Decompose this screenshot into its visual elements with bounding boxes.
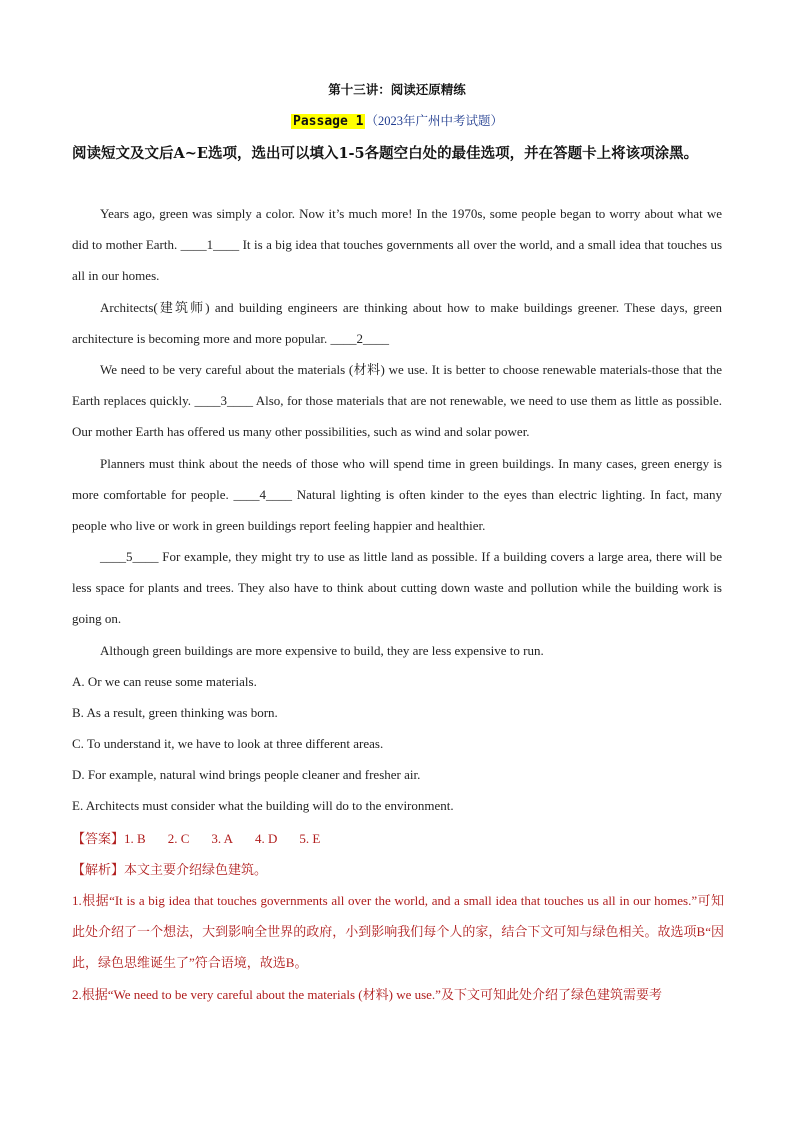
paragraph-4: Planners must think about the needs of those who will spend time in green buildings. In many cases, green energy is more comfortable for people. ____4____ Natural lighting is often kinder to the eyes than electric lighting. In fact, many people who live or work in green buildings report feeling happier and healthier. <box>72 456 722 533</box>
option-a: A. Or we can reuse some materials. <box>72 674 257 689</box>
answer-item: 4. D <box>255 831 278 846</box>
option-e: E. Architects must consider what the building will do to the environment. <box>72 798 454 813</box>
answer-label: 【答案】 <box>72 831 125 846</box>
option-b: B. As a result, green thinking was born. <box>72 705 278 720</box>
answer-item: 1. B <box>124 831 146 846</box>
passage-label: Passage 1 <box>293 114 364 129</box>
paragraph-2: Architects(建筑师) and building engineers are thinking about how to make buildings greener. These days, green architecture is becoming more and more popular. ____2____ <box>72 300 722 346</box>
passage-heading <box>0 111 794 129</box>
passage-source: （2023年广州中考试题） <box>365 114 503 128</box>
analysis-label: 【解析】 <box>72 863 125 878</box>
answer-item: 2. C <box>167 831 190 846</box>
paragraph-3: We need to be very careful about the materials (材料) we use. It is better to choose renewable materials-those that the Earth replaces quickly. ____3____ Also, for those materials that are not renewable, we need to use them as little as possible. Our mother Earth has offered us many other possibilities, such as wind and solar power. <box>72 362 722 439</box>
analysis-point-1: 1.根据“It is a big idea that touches governments all over the world, and a small idea that touches us all in our homes.”可知此处介绍了一个想法，大到影响全世界的政府，小到影响我们每个人的家，结合下文可知与绿色相关。故选项B“因此，绿色思维诞生了”符合语境，故选B。 <box>72 893 724 970</box>
analysis-point-2: 2.根据“We need to be very careful about the materials (材料) we use.”及下文可知此处介绍了绿色建筑需要考 <box>72 987 662 1002</box>
paragraph-1: Years ago, green was simply a color. Now it’s much more! In the 1970s, some people began to worry about what we did to mother Earth. ____1____ It is a big idea that touches governments all over the world, and a small idea that touches us all in our homes. <box>72 206 722 283</box>
answer-item: 5. E <box>299 831 321 846</box>
option-d: D. For example, natural wind brings people cleaner and fresher air. <box>72 767 421 782</box>
paragraph-5: ____5____ For example, they might try to use as little land as possible. If a building covers a large area, there will be less space for plants and trees. They also have to think about cutting down waste and pollution while the building work is going on. <box>72 549 722 626</box>
answer-line <box>72 828 342 847</box>
instruction-text: 阅读短文及文后A~E选项，选出可以填入1-5各题空白处的最佳选项，并在答题卡上将该项涂黑。 <box>72 145 699 162</box>
option-c: C. To understand it, we have to look at three different areas. <box>72 736 384 751</box>
paragraph-6: Although green buildings are more expensive to build, they are less expensive to run. <box>100 643 544 658</box>
answer-item: 3. A <box>211 831 234 846</box>
page-title: 第十三讲：阅读还原精练 <box>328 82 466 97</box>
analysis-heading <box>72 859 267 878</box>
analysis-summary: 本文主要介绍绿色建筑。 <box>124 863 268 878</box>
